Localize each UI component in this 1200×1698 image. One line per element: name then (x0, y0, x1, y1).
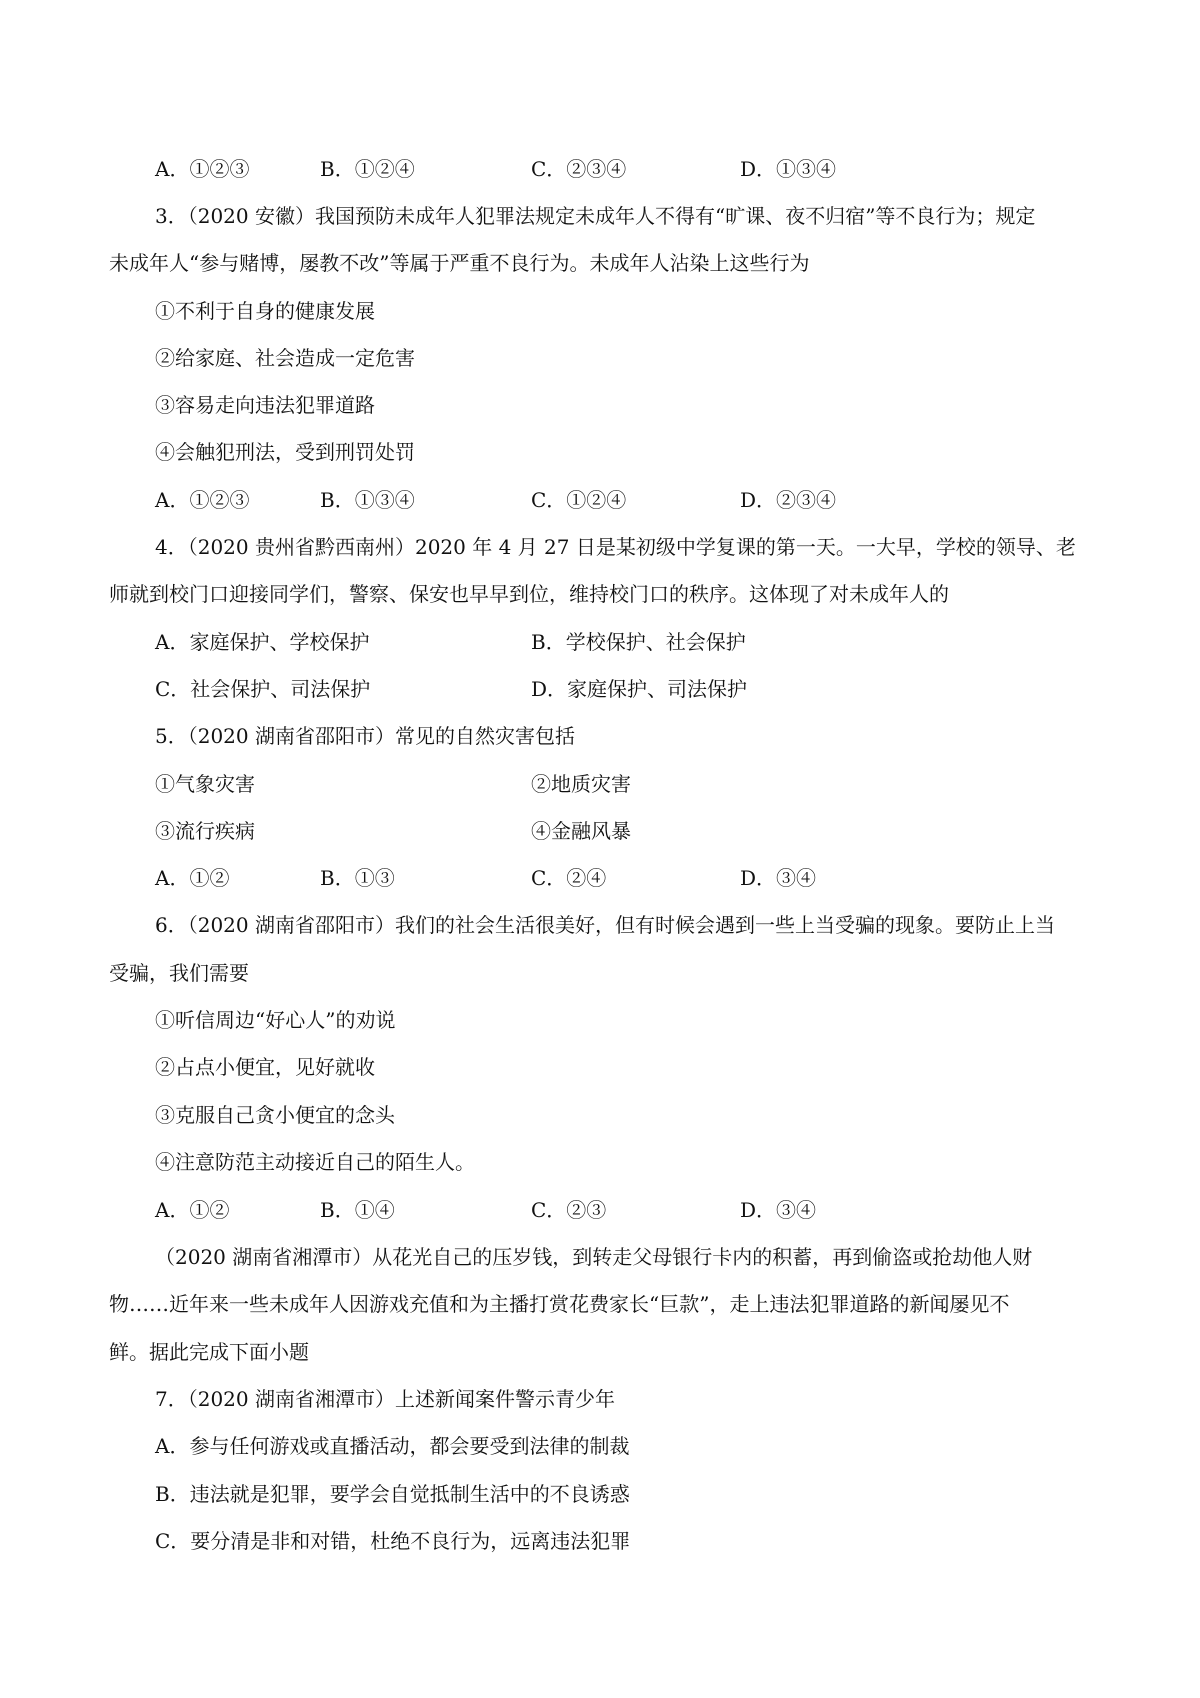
q4-stem-line2: 师就到校门口迎接同学们，警察、保安也早早到位，维持校门口的秩序。这体现了对未成年人的 (109, 582, 949, 606)
q7-option-b: B．违法就是犯罪，要学会自觉抵制生活中的不良诱惑 (155, 1482, 630, 1506)
q6-options (155, 1197, 1055, 1223)
q5-item-4: ④金融风暴 (531, 819, 631, 843)
q2-option-b: B．①②④ (320, 157, 415, 181)
q4-option-d: D．家庭保护、司法保护 (531, 677, 748, 701)
q4-option-a: A．家庭保护、学校保护 (155, 630, 370, 654)
q6-option-a: A．①② (155, 1198, 230, 1222)
q5-option-a: A．①② (155, 866, 230, 890)
q3-item-3: ③容易走向违法犯罪道路 (155, 393, 375, 417)
q5-item-3: ③流行疾病 (155, 819, 255, 843)
q5-items-row2 (155, 818, 1055, 844)
q5-item-2: ②地质灾害 (531, 772, 631, 796)
q5-option-c: C．②④ (531, 866, 607, 890)
q6-option-d: D．③④ (740, 1198, 817, 1222)
q6-option-c: C．②③ (531, 1198, 607, 1222)
q4-option-c: C．社会保护、司法保护 (155, 677, 371, 701)
q7-stem: 7．（2020 湖南省湘潭市）上述新闻案件警示青少年 (155, 1387, 615, 1411)
passage-line1: （2020 湖南省湘潭市）从花光自己的压岁钱，到转走父母银行卡内的积蓄，再到偷盗或抢劫他人财 (155, 1245, 1033, 1269)
q5-stem: 5．（2020 湖南省邵阳市）常见的自然灾害包括 (155, 724, 575, 748)
q7-option-c: C．要分清是非和对错，杜绝不良行为，远离违法犯罪 (155, 1529, 631, 1553)
passage-line2: 物……近年来一些未成年人因游戏充值和为主播打赏花费家长“巨款”，走上违法犯罪道路的新闻屡见不 (109, 1292, 1010, 1316)
q6-option-b: B．①④ (320, 1198, 395, 1222)
q2-options (155, 156, 1055, 182)
q2-option-a: A．①②③ (155, 157, 250, 181)
q5-items-row1 (155, 771, 1055, 797)
q2-option-d: D．①③④ (740, 157, 837, 181)
q3-option-b: B．①③④ (320, 488, 415, 512)
q3-options (155, 487, 1055, 513)
q3-item-4: ④会触犯刑法，受到刑罚处罚 (155, 440, 415, 464)
q4-stem-line1: 4．（2020 贵州省黔西南州）2020 年 4 月 27 日是某初级中学复课的第一天。一大早，学校的领导、老 (155, 535, 1076, 559)
q4-options-row1 (155, 629, 1055, 655)
q3-item-2: ②给家庭、社会造成一定危害 (155, 346, 415, 370)
q2-option-c: C．②③④ (531, 157, 627, 181)
q6-item-3: ③克服自己贪小便宜的念头 (155, 1103, 395, 1127)
q5-item-1: ①气象灾害 (155, 772, 255, 796)
q3-stem-line1: 3．（2020 安徽）我国预防未成年人犯罪法规定未成年人不得有“旷课、夜不归宿”等不良行为；规定 (155, 204, 1036, 228)
q3-option-d: D．②③④ (740, 488, 837, 512)
q6-item-4: ④注意防范主动接近自己的陌生人。 (155, 1150, 475, 1174)
q3-item-1: ①不利于自身的健康发展 (155, 299, 375, 323)
q4-option-b: B．学校保护、社会保护 (531, 630, 746, 654)
q6-stem-line2: 受骗，我们需要 (109, 961, 249, 985)
q5-option-b: B．①③ (320, 866, 395, 890)
q4-options-row2 (155, 676, 1055, 702)
q6-stem-line1: 6．（2020 湖南省邵阳市）我们的社会生活很美好，但有时候会遇到一些上当受骗的现象。要防止上当 (155, 913, 1055, 937)
q3-stem-line2: 未成年人“参与赌博，屡教不改”等属于严重不良行为。未成年人沾染上这些行为 (109, 251, 810, 275)
passage-line3: 鲜。据此完成下面小题 (109, 1340, 309, 1364)
q3-option-c: C．①②④ (531, 488, 627, 512)
q5-options (155, 865, 1055, 891)
q3-option-a: A．①②③ (155, 488, 250, 512)
q7-option-a: A．参与任何游戏或直播活动，都会要受到法律的制裁 (155, 1434, 630, 1458)
q6-item-2: ②占点小便宜，见好就收 (155, 1055, 375, 1079)
q5-option-d: D．③④ (740, 866, 817, 890)
q6-item-1: ①听信周边“好心人”的劝说 (155, 1008, 396, 1032)
